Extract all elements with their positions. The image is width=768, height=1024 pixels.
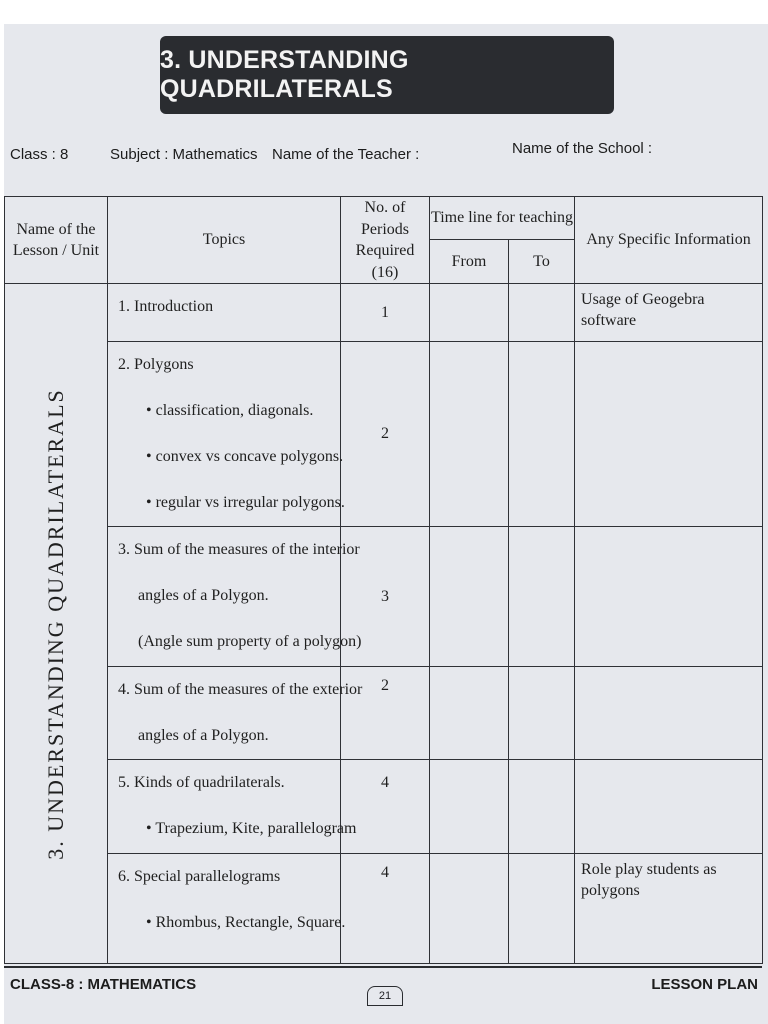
topic-bullet: • regular vs irregular polygons. [146, 494, 345, 512]
periods-cell: 1 [341, 284, 430, 342]
topic-line: 4. Sum of the measures of the exterior [118, 681, 363, 699]
periods-cell: 4 [341, 854, 430, 964]
topic-line: (Angle sum property of a polygon) [138, 633, 362, 651]
unit-name: 3. UNDERSTANDING QUADRILATERALS [43, 388, 68, 860]
topic-cell [108, 760, 357, 854]
topic-line: 2. Polygons [118, 356, 194, 374]
header-from: From [430, 239, 509, 284]
header-to: To [509, 239, 575, 284]
to-cell [509, 284, 575, 342]
header-specific-info: Any Specific Information [575, 197, 763, 284]
topic-cell [108, 667, 363, 760]
footer-divider [4, 966, 762, 968]
to-cell [509, 760, 575, 854]
from-cell [430, 284, 509, 342]
info-cell: Usage of Geogebra software [575, 284, 763, 342]
info-cell [575, 760, 763, 854]
lesson-plan-table [4, 196, 763, 964]
from-cell [430, 527, 509, 667]
topic-bullet: • Trapezium, Kite, parallelogram [146, 820, 357, 838]
topic-line: 3. Sum of the measures of the interior [118, 541, 360, 559]
info-cell [575, 527, 763, 667]
footer-left: CLASS-8 : MATHEMATICS [10, 976, 197, 993]
topic-line: 5. Kinds of quadrilaterals. [118, 774, 285, 792]
topic-line: angles of a Polygon. [138, 587, 269, 605]
to-cell [509, 667, 575, 760]
from-cell [430, 760, 509, 854]
header-periods: No. of Periods Required (16) [341, 197, 430, 284]
page-number: 21 [367, 986, 403, 1006]
topic-line: 1. Introduction [118, 298, 214, 316]
topic-line: angles of a Polygon. [138, 727, 269, 745]
footer-right: LESSON PLAN [651, 976, 758, 993]
topic-cell [108, 854, 346, 964]
topic-bullet: • Rhombus, Rectangle, Square. [146, 914, 346, 932]
from-cell [430, 342, 509, 527]
school-label: Name of the School : [512, 140, 653, 157]
to-cell [509, 527, 575, 667]
page-title: 3. UNDERSTANDING QUADRILATERALS [160, 36, 614, 114]
topic-cell [108, 342, 345, 527]
header-lesson-unit: Name of the Lesson / Unit [5, 197, 108, 284]
periods-cell: 2 [341, 342, 430, 527]
header-topics: Topics [108, 197, 341, 284]
class-label: Class : 8 [10, 146, 69, 163]
unit-name-cell [5, 284, 108, 964]
periods-cell: 3 [341, 527, 430, 667]
periods-cell: 2 [341, 667, 430, 760]
periods-cell: 4 [341, 760, 430, 854]
topic-bullet: • classification, diagonals. [146, 402, 314, 420]
subject-label: Subject : Mathematics [110, 146, 258, 163]
info-cell: Role play students as polygons [575, 854, 763, 964]
teacher-label: Name of the Teacher : [272, 146, 420, 163]
topic-cell [108, 284, 341, 342]
topic-cell [108, 527, 362, 667]
topic-bullet: • convex vs concave polygons. [146, 448, 344, 466]
info-cell [575, 342, 763, 527]
to-cell [509, 854, 575, 964]
to-cell [509, 342, 575, 527]
header-timeline: Time line for teaching [430, 197, 575, 240]
from-cell [430, 667, 509, 760]
info-cell [575, 667, 763, 760]
topic-line: 6. Special parallelograms [118, 868, 281, 886]
from-cell [430, 854, 509, 964]
